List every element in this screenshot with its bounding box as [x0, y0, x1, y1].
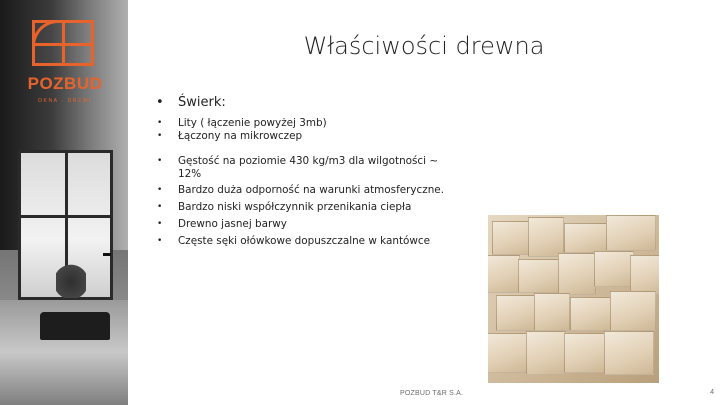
brand-name: POZBUD [27, 74, 103, 93]
bullet-list [154, 95, 484, 248]
section-heading: • Świerk: [154, 95, 484, 110]
list-item: • Łączony na mikrowczep [154, 130, 484, 143]
photo-chair [40, 312, 110, 340]
list-item: • Drewno jasnej barwy [154, 218, 484, 231]
footer-company: POZBUD T&R S.A. [400, 390, 464, 397]
brand-logo [22, 20, 108, 112]
list-item: • Lity ( łączenie powyżej 3mb) [154, 117, 484, 130]
list-item: • Bardzo niski współczynnik przenikania ciepła [154, 201, 484, 214]
window-logo-icon [32, 20, 94, 66]
photo-plant [56, 258, 86, 298]
page-number: 4 [710, 389, 714, 396]
side-photo-panel [0, 0, 128, 405]
brand-tagline: OKNA · DRZWI [38, 98, 92, 104]
slide-title: Właściwości drewna [303, 32, 545, 60]
list-item: • Gęstość na poziomie 430 kg/m3 dla wilgotności ~ 12% [154, 155, 446, 181]
list-item: • Bardzo duża odporność na warunki atmosferyczne. [154, 184, 484, 197]
list-item: • Częste sęki ołówkowe dopuszczalne w kantówce [154, 235, 484, 248]
spruce-timber-blocks-photo [488, 215, 659, 383]
